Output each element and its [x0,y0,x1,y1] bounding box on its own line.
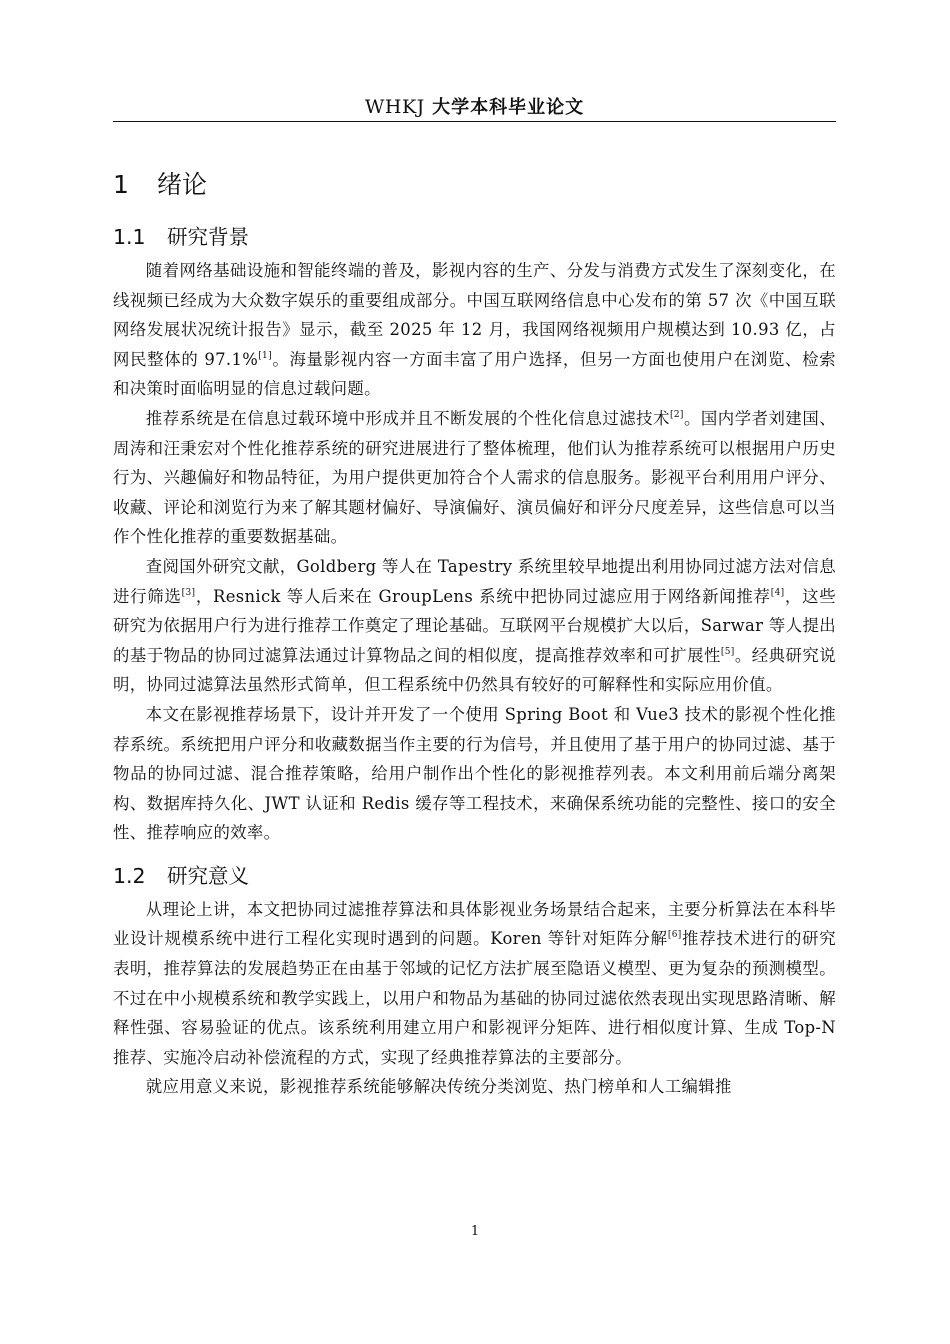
paragraph-text: ，这些研究为依据用户行为进行推荐工作奠定了理论基础。互联网平台规模扩大以后，Sarwar 等人提出的基于物品的协同过滤算法通过计算物品之间的相似度，提高推荐效率和可扩展性 [113,586,836,665]
citation-ref: [6] [667,930,682,941]
section-number: 1.1 [113,225,146,249]
body-paragraph [113,1072,836,1102]
header-rule [113,121,836,122]
paragraph-text: 查阅国外研究文献，Goldberg 等人在 Tapestry 系统里较早地提出利用协同过滤方法对信息进行筛选 [113,556,836,606]
citation-ref: [5] [720,646,735,657]
citation-ref: [3] [181,587,196,598]
paragraph-text: ，Resnick 等人后来在 GroupLens 系统中把协同过滤应用于网络新闻推荐 [195,586,771,606]
body-paragraph [113,404,836,552]
paragraph-text: 从理论上讲，本文把协同过滤推荐算法和具体影视业务场景结合起来，主要分析算法在本科毕业设计规模系统中进行工程化实现时遇到的问题。Koren 等针对矩阵分解 [113,899,836,949]
page-content [113,163,836,1102]
paragraph-text: 随着网络基础设施和智能终端的普及，影视内容的生产、分发与消费方式发生了深刻变化，在线视频已经成为大众数字娱乐的重要组成部分。中国互联网络信息中心发布的第 57 次《中国互联网络发展状况统计报告》显示，截至 2025 年 12 月，我国网络视频用户规模达到 10.93 亿，占网民整体的 97.1% [113,261,836,369]
body-paragraph [113,552,836,700]
paragraph-text: 本文在影视推荐场景下，设计并开发了一个使用 Spring Boot 和 Vue3 技术的影视个性化推荐系统。系统把用户评分和收藏数据当作主要的行为信号，并且使用了基于用户的协同过滤、基于物品的协同过滤、混合推荐策略，给用户制作出个性化的影视推荐列表。本文利用前后端分离架构、数据库持久化、JWT 认证和 Redis 缓存等工程技术，来确保系统功能的完整性、接口的安全性、推荐响应的效率。 [113,704,836,843]
section-title-1 [113,219,836,255]
section-gap [113,848,836,858]
header-school-latin: WHKJ [364,96,425,118]
body-paragraph [113,256,836,404]
paragraph-text: 。国内学者刘建国、周涛和汪秉宏对个性化推荐系统的研究进展进行了整体梳理，他们认为推荐系统可以根据用户历史行为、兴趣偏好和物品特征，为用户提供更加符合个人需求的信息服务。影视平台利用用户评分、收藏、评论和浏览行为来了解其题材偏好、导演偏好、演员偏好和评分尺度差异，这些信息可以当作个性化推荐的重要数据基础。 [113,408,836,547]
running-header [113,95,836,120]
body-paragraph [113,700,836,848]
citation-ref: [1] [258,350,272,361]
citation-ref: [2] [670,409,684,420]
section-body-2 [113,895,836,1102]
section-title-text: 研究意义 [167,863,249,888]
section-title-text: 研究背景 [167,225,249,249]
paragraph-text: 。经典研究说明，协同过滤算法虽然形式简单，但工程系统中仍然具有较好的可解释性和实际应用价值。 [113,645,836,695]
chapter-title [113,163,836,207]
chapter-title-text: 绪论 [157,170,208,199]
section-body-1 [113,256,836,848]
paragraph-text: 推荐技术进行的研究表明，推荐算法的发展趋势正在由基于邻域的记忆方法扩展至隐语义模型、更为复杂的预测模型。不过在中小规模系统和教学实践上，以用户和物品为基础的协同过滤依然表现出实现思路清晰、解释性强、容易验证的优点。该系统利用建立用户和影视评分矩阵、进行相似度计算、生成 Top-N 推荐、实施冷启动补偿流程的方式，实现了经典推荐算法的主要部分。 [113,929,836,1067]
section-title-2 [113,858,836,894]
paragraph-text: 。海量影视内容一方面丰富了用户选择，但另一方面也使用户在浏览、检索和决策时面临明显的信息过载问题。 [113,349,836,399]
page-number: 1 [470,1224,480,1239]
chapter-number: 1 [113,170,129,199]
body-paragraph [113,895,836,1073]
header-school-cn: 大学本科毕业论文 [424,97,585,118]
citation-ref: [4] [770,587,785,598]
section-number: 1.2 [113,863,146,888]
paragraph-text: 推荐系统是在信息过载环境中形成并且不断发展的个性化信息过滤技术 [145,408,670,428]
paragraph-text: 就应用意义来说，影视推荐系统能够解决传统分类浏览、热门榜单和人工编辑推 [145,1077,732,1097]
